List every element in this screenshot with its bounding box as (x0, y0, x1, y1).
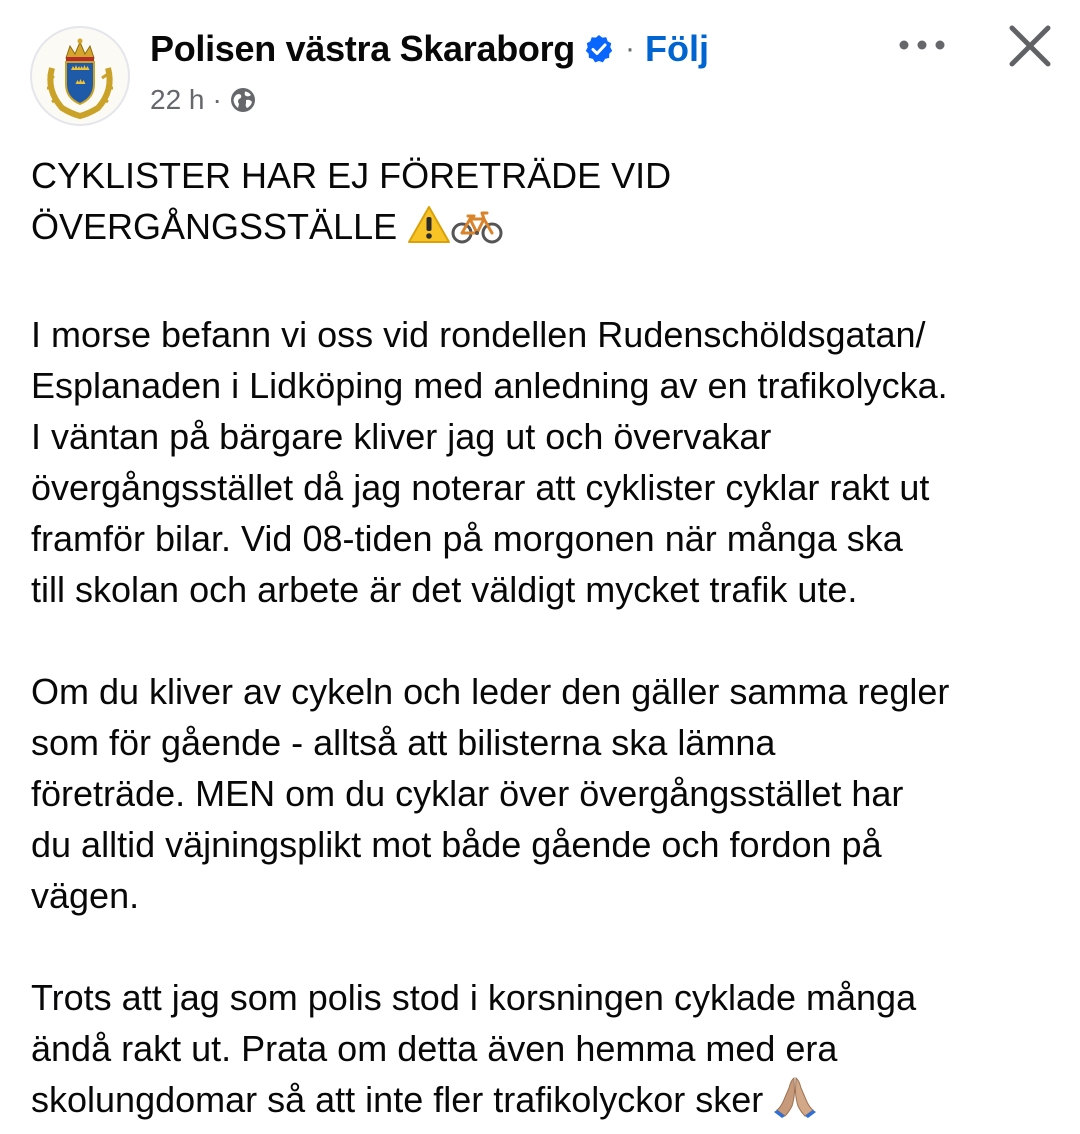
verified-badge-icon (583, 33, 615, 65)
police-emblem-icon (32, 28, 128, 124)
name-separator: · (625, 32, 635, 65)
page-name-row (150, 24, 709, 74)
bicycle-icon (451, 207, 503, 258)
post-header (0, 0, 1080, 140)
post-timestamp[interactable]: 22 h (150, 84, 205, 115)
follow-button[interactable]: Följ (645, 28, 709, 69)
close-icon[interactable] (1004, 20, 1056, 72)
more-options-icon[interactable] (892, 28, 952, 62)
post-body (31, 150, 1061, 1131)
page-avatar[interactable] (30, 26, 130, 126)
praying-hands-icon (773, 1074, 817, 1131)
post-paragraph-1: I morse befann vi oss vid rondellen Rudenschöldsgatan/ Esplanaden i Lidköping med anledning av en trafikolycka. I väntan på bärgare kliver jag ut och övervakar övergångsstället då jag noterar att cyklister cyklar rakt ut framför bilar. Vid 08-tiden på morgonen när många ska till skolan och arbete är det väldigt mycket trafik ute. (31, 314, 948, 610)
post-meta (150, 80, 256, 120)
post-paragraph-2: Om du kliver av cykeln och leder den gäller samma regler som för gående - alltså att bilisterna ska lämna företräde. MEN om du cyklar över övergångsstället har du alltid väjningsplikt mot både gående och fordon på vägen. (31, 671, 950, 916)
post-paragraph-3 (31, 972, 1061, 1131)
post-paragraph-3-text: Trots att jag som polis stod i korsningen cyklade många ändå rakt ut. Prata om detta även hemma med era skolungdomar så att inte fler trafikolyckor sker (31, 977, 917, 1120)
meta-separator: · (212, 84, 222, 115)
page-name[interactable]: Polisen västra Skaraborg (150, 28, 575, 69)
post-heading (31, 150, 1061, 258)
globe-icon[interactable] (230, 87, 256, 113)
post-heading-text: CYKLISTER HAR EJ FÖRETRÄDE VID ÖVERGÅNGSSTÄLLE (31, 155, 672, 247)
warning-icon (407, 205, 451, 258)
